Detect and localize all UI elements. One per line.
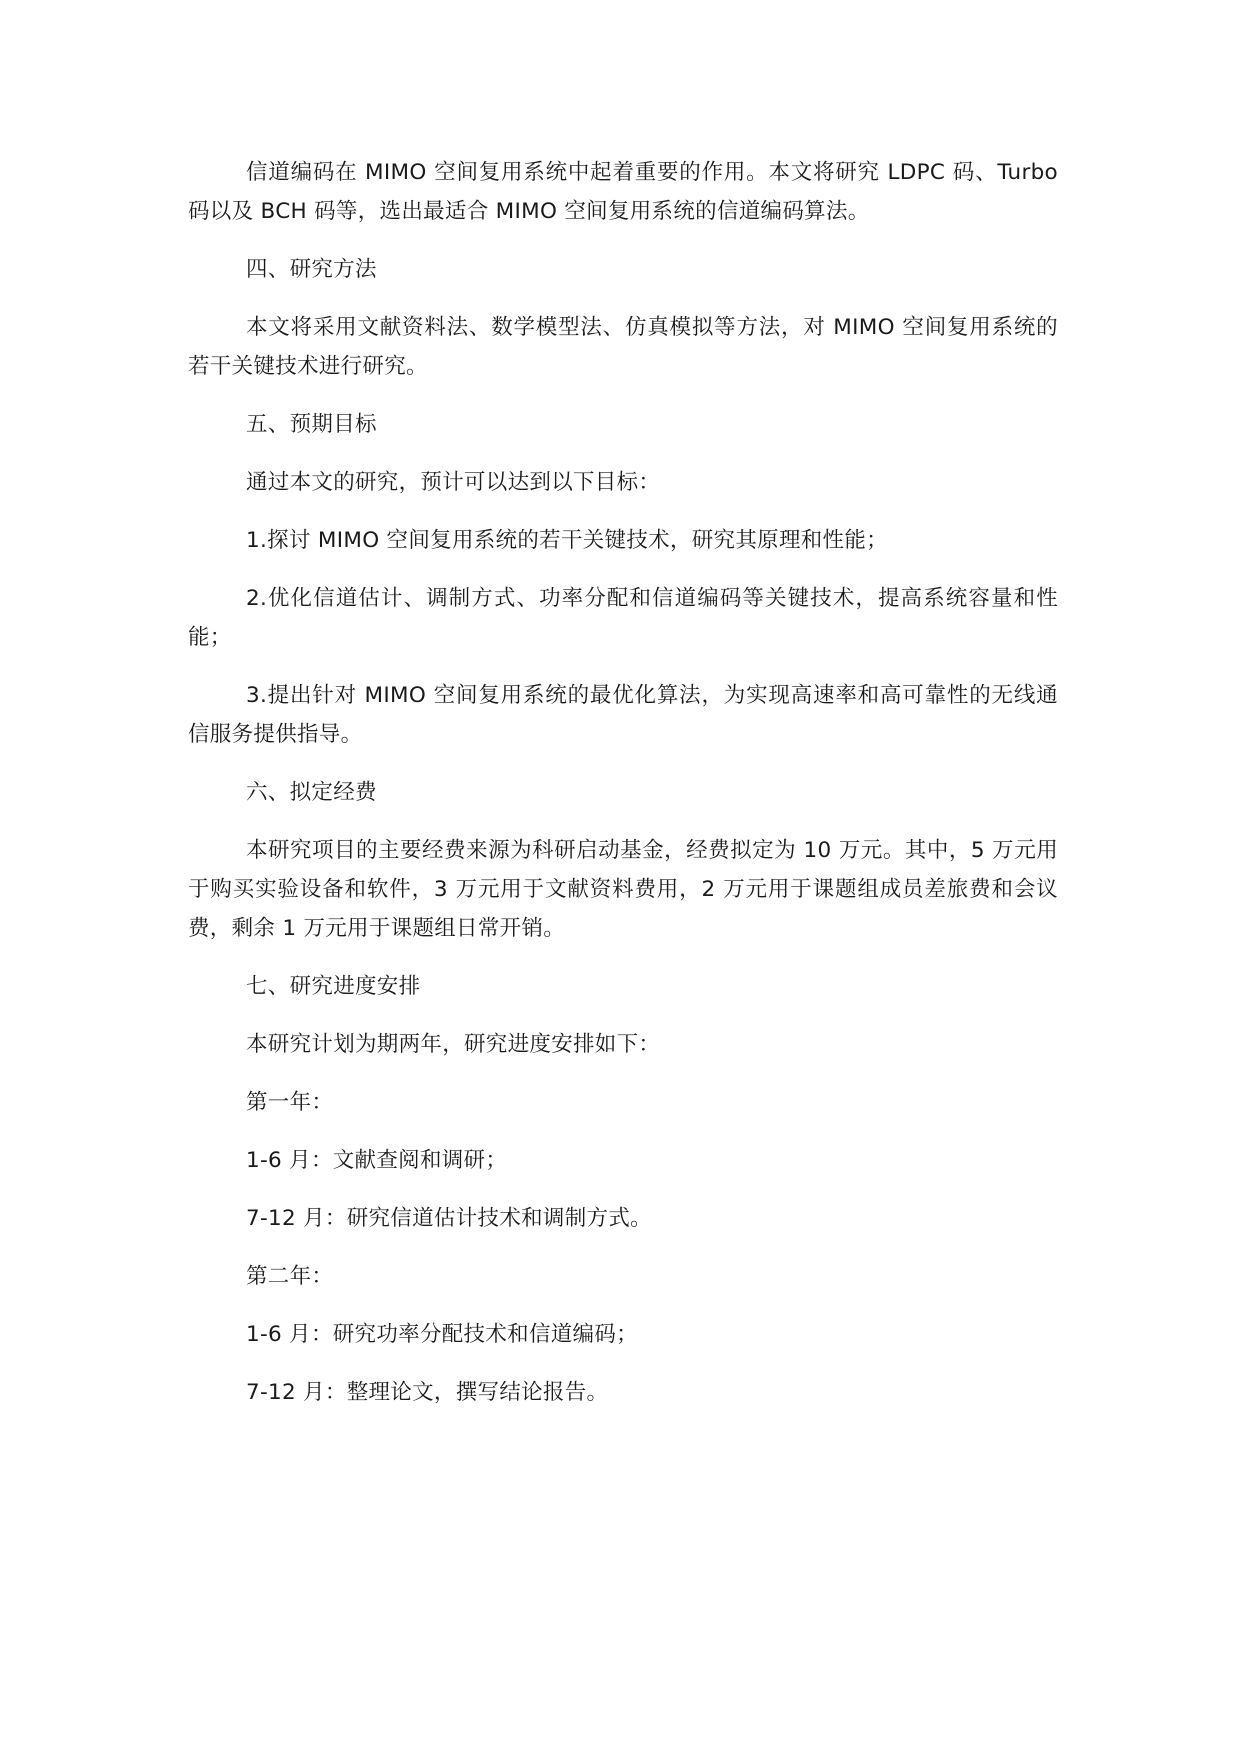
paragraph-goals-intro: 通过本文的研究，预计可以达到以下目标： <box>246 470 661 495</box>
paragraph-channel-coding: 信道编码在 MIMO 空间复用系统中起着重要的作用。本文将研究 LDPC 码、Turbo 码以及 BCH 码等，选出最适合 MIMO 空间复用系统的信道编码算法。 <box>188 160 1058 224</box>
section-heading-expected-goals: 五、预期目标 <box>246 412 377 437</box>
section-heading-research-methods: 四、研究方法 <box>246 257 377 282</box>
goal-item-2: 2.优化信道估计、调制方式、功率分配和信道编码等关键技术，提高系统容量和性能； <box>188 586 1058 650</box>
paragraph-methods: 本文将采用文献资料法、数学模型法、仿真模拟等方法，对 MIMO 空间复用系统的若干关键技术进行研究。 <box>188 315 1058 379</box>
section-heading-budget: 六、拟定经费 <box>246 780 377 805</box>
schedule-year-1-heading: 第一年： <box>246 1090 334 1115</box>
document-body <box>188 153 1058 1431</box>
goal-item-3: 3.提出针对 MIMO 空间复用系统的最优化算法，为实现高速率和高可靠性的无线通信服务提供指导。 <box>188 683 1058 747</box>
paragraph-schedule-intro: 本研究计划为期两年，研究进度安排如下： <box>246 1032 661 1057</box>
schedule-year-2-item-1: 1-6 月：研究功率分配技术和信道编码； <box>246 1322 638 1347</box>
schedule-year-1-item-2: 7-12 月：研究信道估计技术和调制方式。 <box>246 1206 652 1231</box>
schedule-year-2-heading: 第二年： <box>246 1264 334 1289</box>
paragraph-budget: 本研究项目的主要经费来源为科研启动基金，经费拟定为 10 万元。其中，5 万元用于购买实验设备和软件，3 万元用于文献资料费用，2 万元用于课题组成员差旅费和会议费，剩余 1 万元用于课题组日常开销。 <box>188 838 1058 941</box>
schedule-year-2-item-2: 7-12 月：整理论文，撰写结论报告。 <box>246 1380 609 1405</box>
goal-item-1: 1.探讨 MIMO 空间复用系统的若干关键技术，研究其原理和性能； <box>246 528 888 553</box>
section-heading-schedule: 七、研究进度安排 <box>246 974 421 999</box>
schedule-year-1-item-1: 1-6 月：文献查阅和调研； <box>246 1148 508 1173</box>
